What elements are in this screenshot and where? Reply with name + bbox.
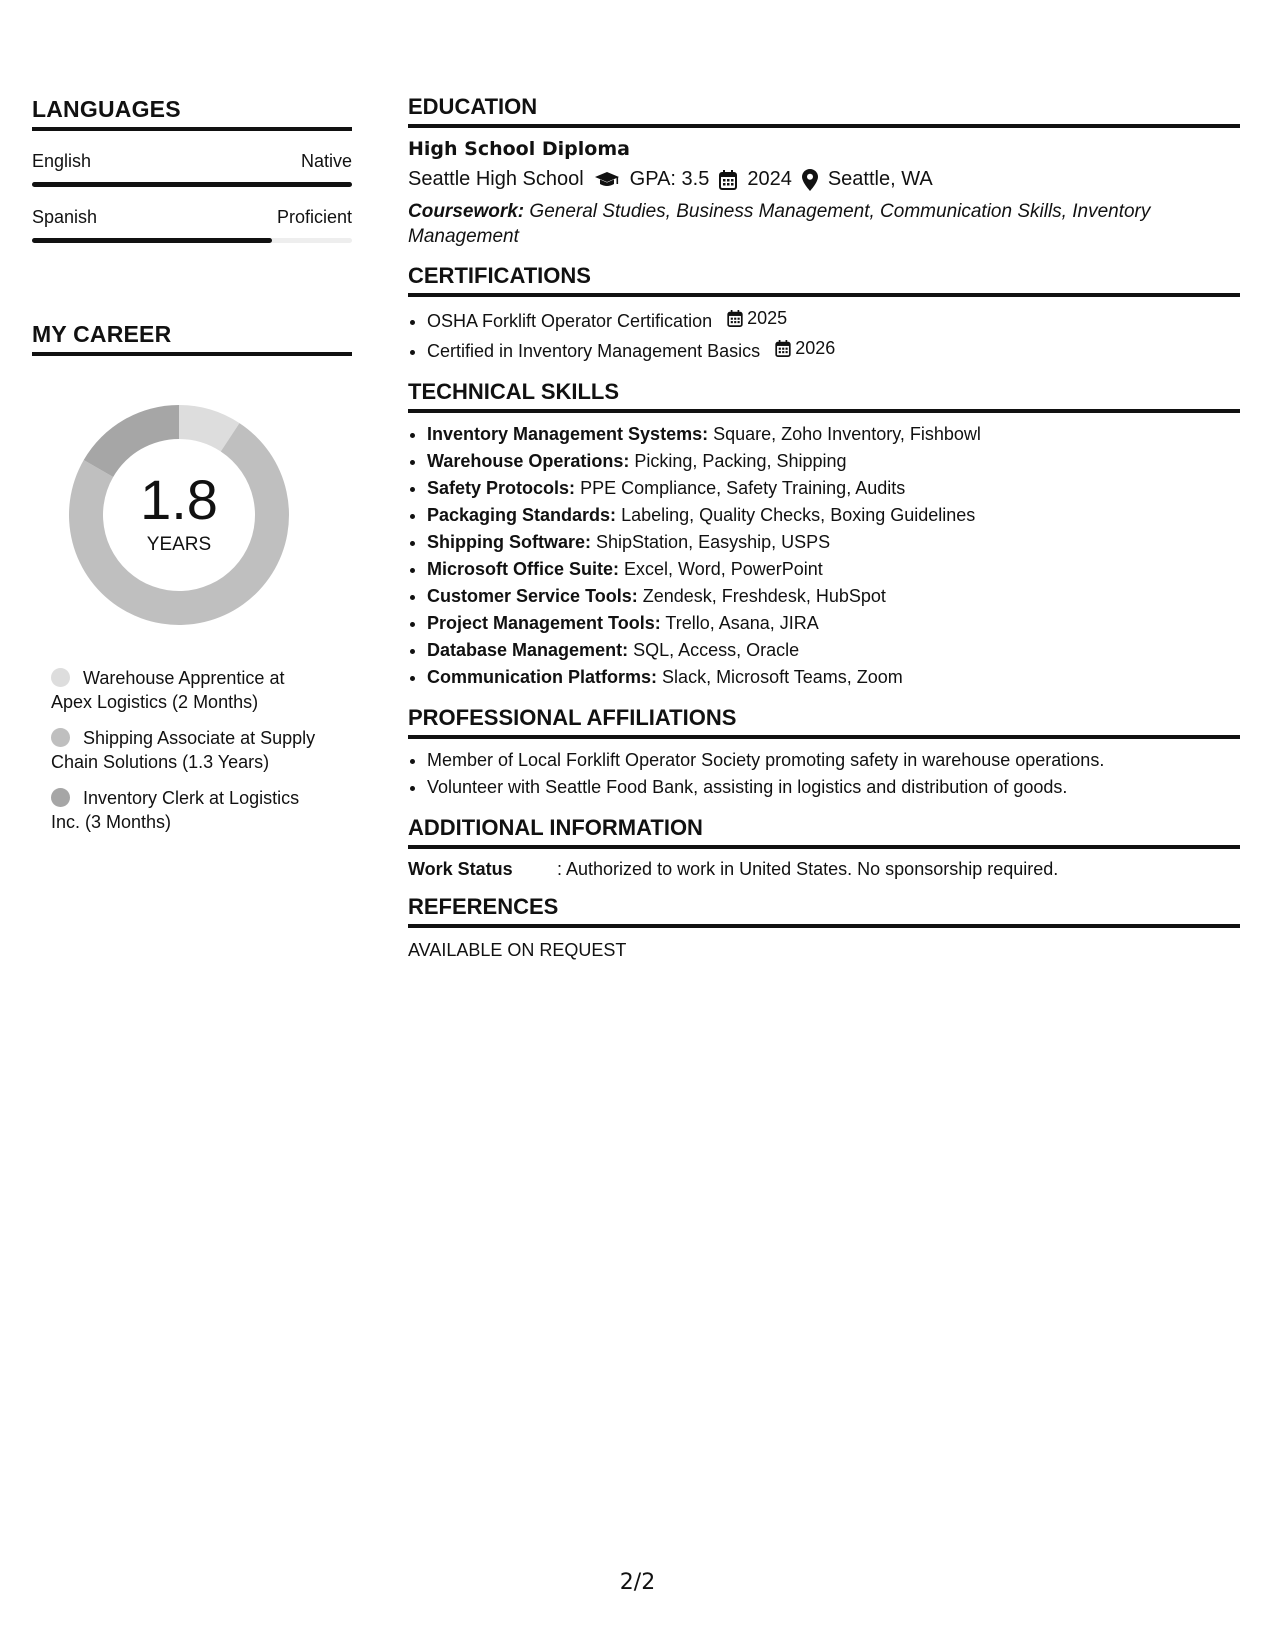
skill-item — [427, 502, 1240, 529]
skill-value: Trello, Asana, JIRA — [665, 613, 819, 633]
graduation-cap-icon — [594, 171, 620, 189]
language-level: Proficient — [276, 207, 352, 227]
skills-section — [408, 379, 1240, 691]
skill-label: Safety Protocols: — [427, 478, 576, 498]
skill-value: Square, Zoho Inventory, Fishbowl — [713, 424, 981, 444]
certifications-title: CERTIFICATIONS — [408, 263, 1240, 297]
language-name: English — [32, 151, 92, 171]
skill-item — [427, 664, 1240, 691]
skill-label: Communication Platforms: — [427, 667, 658, 687]
skill-value: Picking, Packing, Shipping — [634, 451, 847, 471]
certification-item — [427, 305, 1240, 335]
education-degree: High School Diploma — [408, 138, 630, 160]
certification-year: 2025 — [747, 308, 788, 328]
references-title: REFERENCES — [408, 894, 1240, 928]
skill-value: PPE Compliance, Safety Training, Audits — [580, 478, 906, 498]
calendar-icon — [719, 170, 737, 190]
skill-item — [427, 610, 1240, 637]
certification-year: 2026 — [795, 338, 836, 358]
calendar-icon — [775, 340, 791, 357]
skill-value: SQL, Access, Oracle — [633, 640, 800, 660]
language-entry — [32, 207, 352, 243]
skill-label: Microsoft Office Suite: — [427, 559, 620, 579]
languages-title: LANGUAGES — [32, 96, 352, 131]
language-level-fill — [32, 238, 272, 243]
skill-item — [427, 583, 1240, 610]
coursework-label: Coursework: — [408, 201, 525, 222]
work-status-label: Work Status — [408, 859, 513, 879]
certification-name: OSHA Forklift Operator Certification — [427, 311, 713, 331]
skill-value: Excel, Word, PowerPoint — [624, 559, 823, 579]
affiliations-title: PROFESSIONAL AFFILIATIONS — [408, 705, 1240, 739]
career-legend — [51, 666, 321, 834]
skill-item — [427, 529, 1240, 556]
references-section — [408, 894, 1240, 961]
education-meta — [408, 168, 1240, 191]
career-legend-text: Inventory Clerk at Logistics Inc. (3 Months) — [51, 788, 300, 832]
certification-name: Certified in Inventory Management Basics — [427, 341, 761, 361]
language-level: Native — [300, 151, 352, 171]
skill-value: Labeling, Quality Checks, Boxing Guidelines — [621, 505, 976, 525]
affiliation-item: • Member of Local Forklift Operator Society promoting safety in warehouse operations. — [427, 747, 1240, 774]
skill-label: Warehouse Operations: — [427, 451, 630, 471]
education-coursework — [408, 199, 1240, 249]
education-year: 2024 — [747, 168, 792, 190]
education-gpa: GPA: 3.5 — [629, 168, 710, 190]
language-name: Spanish — [32, 207, 98, 227]
education-location: Seattle, WA — [827, 168, 933, 190]
skill-item — [427, 556, 1240, 583]
language-entry — [32, 151, 352, 187]
affiliations-section — [408, 705, 1240, 801]
certifications-section — [408, 263, 1240, 365]
language-level-bar — [32, 238, 352, 243]
career-total-unit: YEARS — [146, 534, 212, 555]
skills-title: TECHNICAL SKILLS — [408, 379, 1240, 413]
references-text: AVAILABLE ON REQUEST — [408, 940, 627, 960]
work-status-value: : Authorized to work in United States. No sponsorship required. — [557, 859, 1059, 879]
certification-item — [427, 335, 1240, 365]
skill-value: Slack, Microsoft Teams, Zoom — [662, 667, 903, 687]
career-title: MY CAREER — [32, 321, 352, 356]
right-column — [408, 94, 1240, 975]
career-legend-item — [51, 786, 321, 834]
skill-label: Packaging Standards: — [427, 505, 617, 525]
legend-dot-icon — [51, 668, 70, 687]
legend-dot-icon — [51, 728, 70, 747]
skill-label: Project Management Tools: — [427, 613, 661, 633]
language-level-bar — [32, 182, 352, 187]
map-pin-icon — [802, 169, 818, 191]
career-legend-text: Warehouse Apprentice at Apex Logistics (2 Months) — [51, 668, 285, 712]
skill-label: Customer Service Tools: — [427, 586, 638, 606]
education-section — [408, 94, 1240, 249]
affiliation-item: • Volunteer with Seattle Food Bank, assisting in logistics and distribution of goods. — [427, 774, 1240, 801]
skill-label: Shipping Software: — [427, 532, 591, 552]
skill-item — [427, 448, 1240, 475]
skill-value: ShipStation, Easyship, USPS — [596, 532, 831, 552]
skill-value: Zendesk, Freshdesk, HubSpot — [642, 586, 886, 606]
page-number: 2/2 — [619, 1570, 656, 1595]
calendar-icon — [727, 310, 743, 327]
skill-label: Database Management: — [427, 640, 629, 660]
career-legend-text: Shipping Associate at Supply Chain Solutions (1.3 Years) — [51, 728, 316, 772]
additional-title: ADDITIONAL INFORMATION — [408, 815, 1240, 849]
career-legend-item — [51, 666, 321, 714]
legend-dot-icon — [51, 788, 70, 807]
education-title: EDUCATION — [408, 94, 1240, 128]
career-legend-item — [51, 726, 321, 774]
career-total-years: 1.8 — [140, 468, 218, 531]
language-level-fill — [32, 182, 352, 187]
skill-item — [427, 475, 1240, 502]
skill-item — [427, 421, 1240, 448]
career-donut-chart — [64, 400, 294, 630]
coursework-text: General Studies, Business Management, Communication Skills, Inventory Management — [408, 201, 1151, 247]
education-school: Seattle High School — [408, 168, 584, 190]
skill-item — [427, 637, 1240, 664]
left-column — [32, 96, 352, 846]
skill-label: Inventory Management Systems: — [427, 424, 709, 444]
additional-section — [408, 815, 1240, 880]
